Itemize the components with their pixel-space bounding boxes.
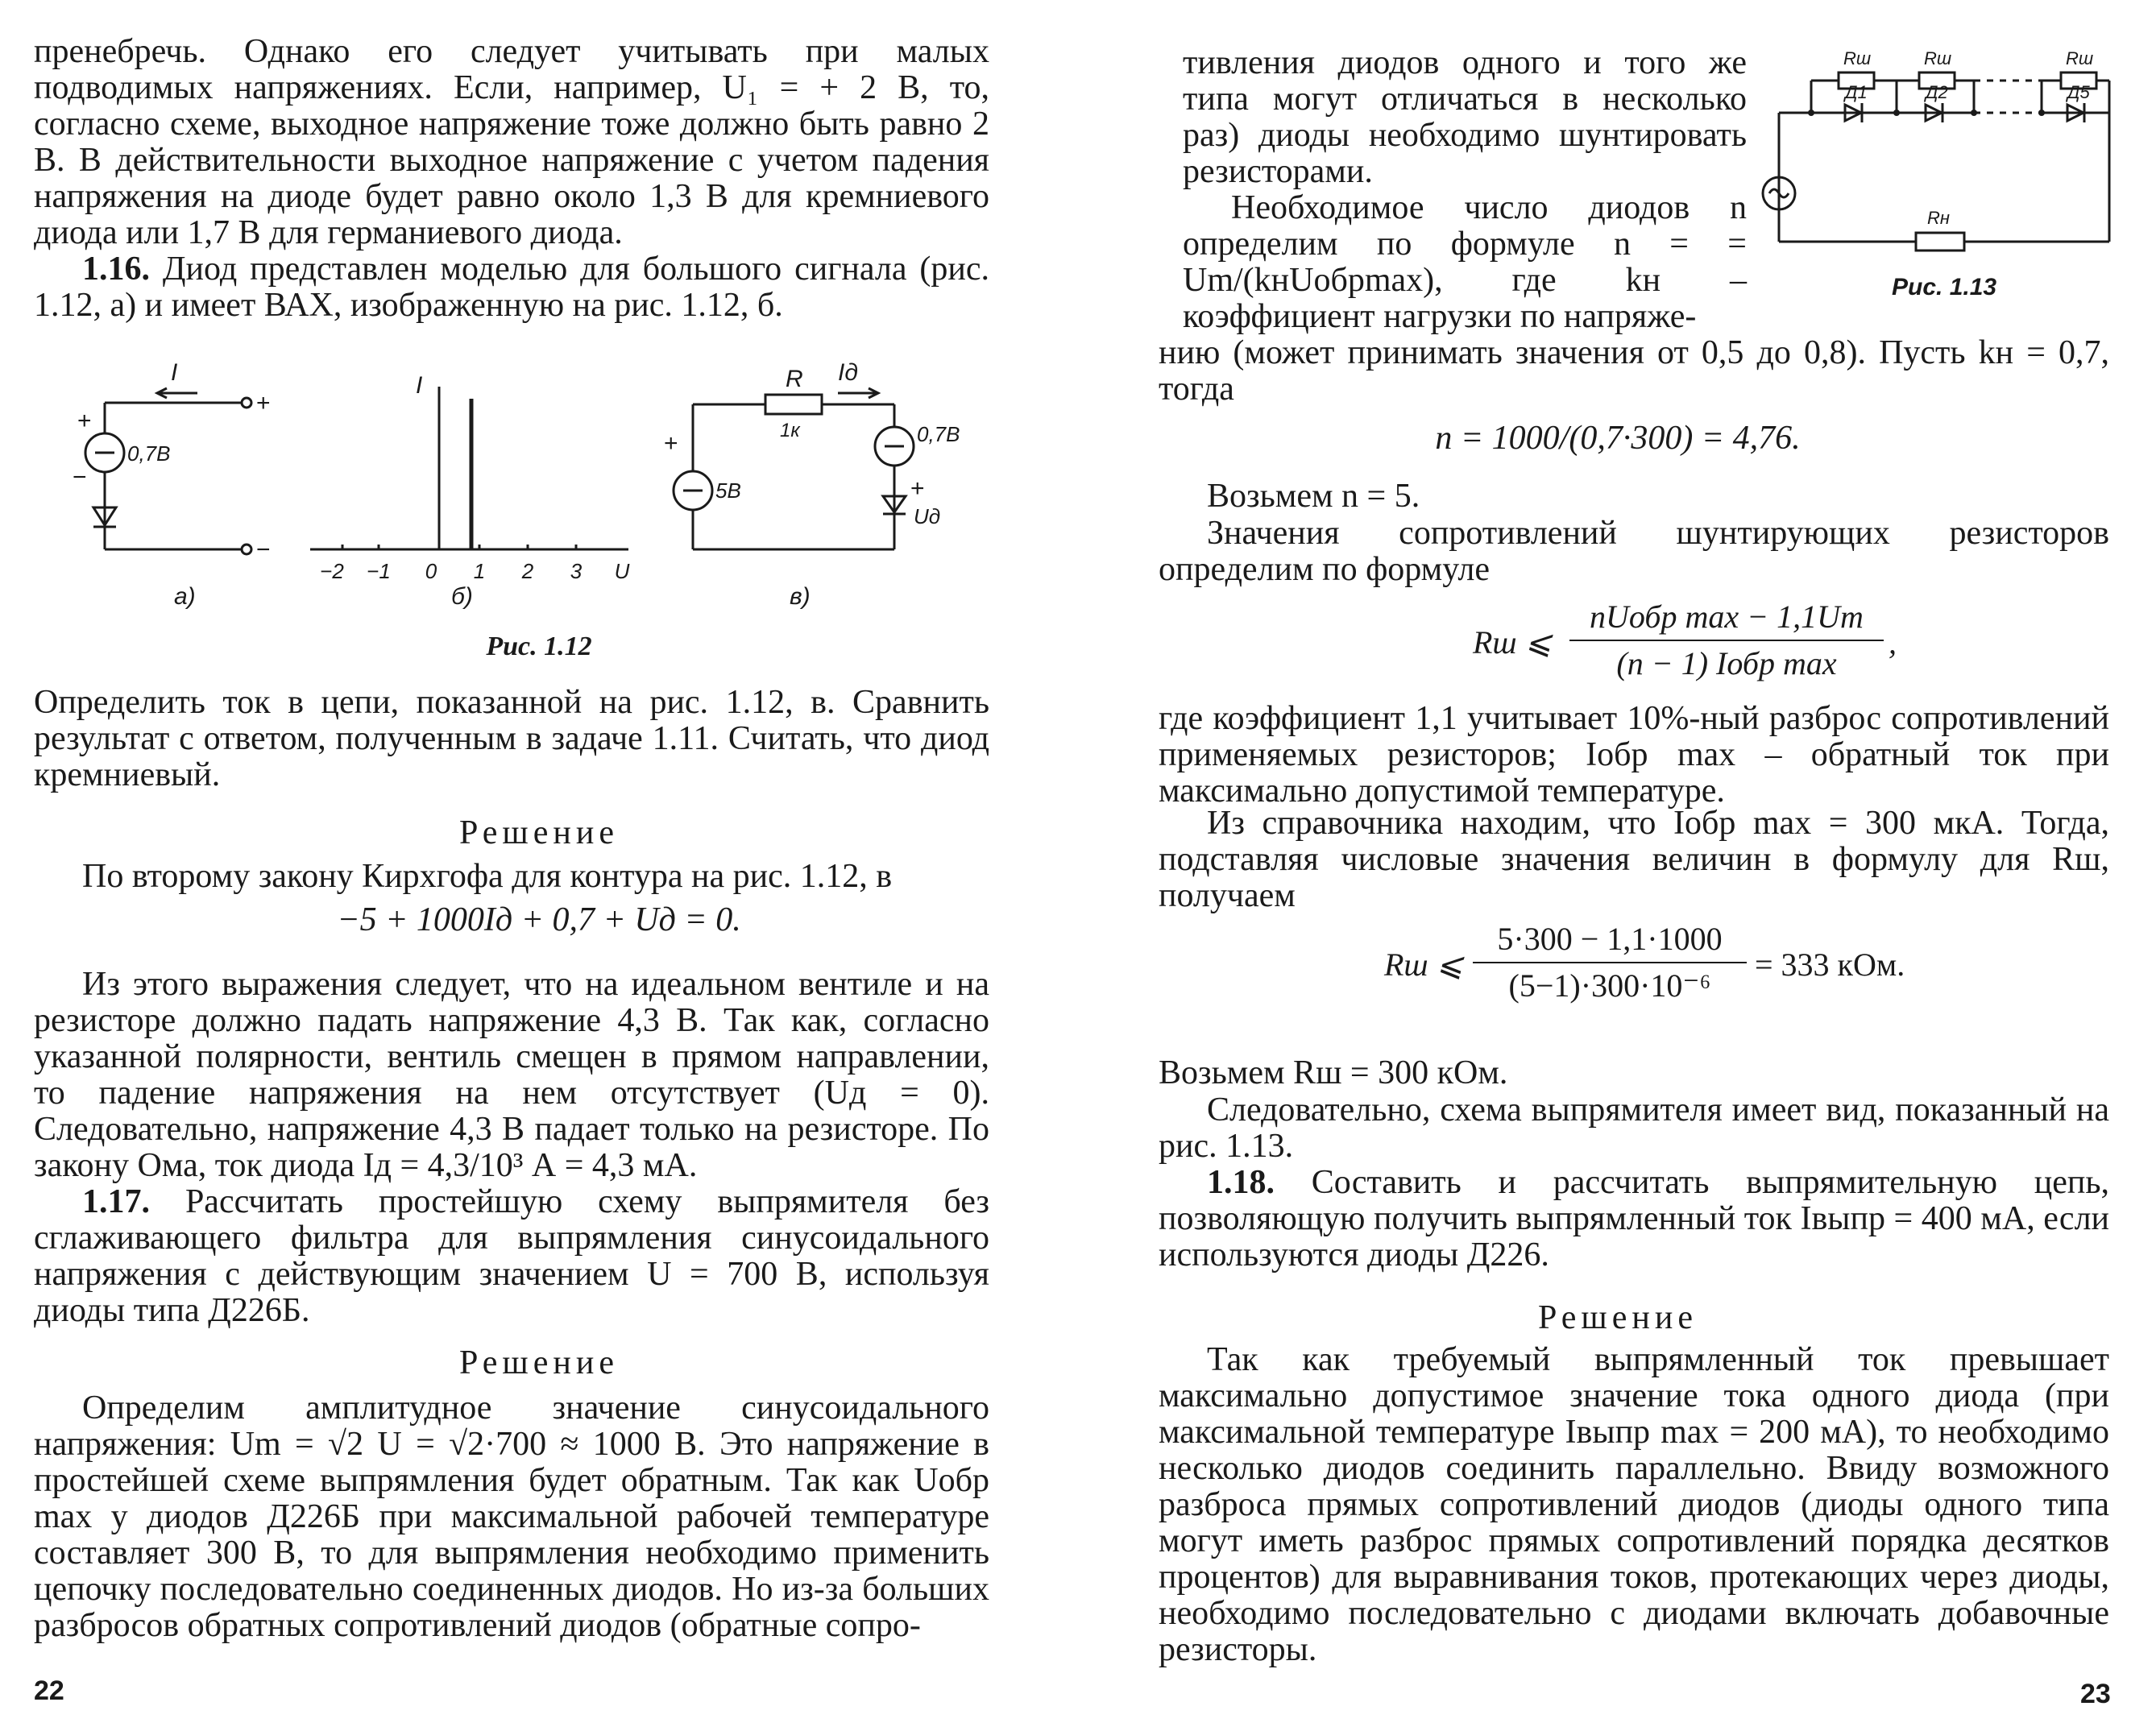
formula-rsh-lhs: Rш ⩽ bbox=[1473, 624, 1553, 661]
solution-heading-3: Решение bbox=[1537, 1299, 1698, 1336]
page-number-left: 22 bbox=[34, 1675, 64, 1706]
problem-1-17 bbox=[34, 1184, 989, 1329]
problem-1-18-number: 1.18. bbox=[1207, 1164, 1275, 1201]
fig-b-ylabel: I bbox=[416, 372, 423, 399]
fig113-rsh-label: Rш bbox=[1924, 48, 1952, 68]
figure-1-13-caption: Рис. 1.13 bbox=[1892, 274, 1997, 300]
fig-c-r: R bbox=[786, 366, 803, 392]
take-n: Возьмем n = 5. bbox=[1207, 478, 1420, 515]
fig113-rsh-label: Rш bbox=[2066, 48, 2094, 68]
fig-c-ud-plus: + bbox=[910, 475, 925, 502]
fig-a-src-plus: + bbox=[77, 408, 92, 434]
fig-a-src-minus: − bbox=[73, 464, 87, 491]
fig-a-plus: + bbox=[256, 390, 271, 416]
paragraph-n: Необходимое число диодов n определим по формуле n = = Um/(kнUобрmax), где kн – коэффициент нагрузки по напряже- bbox=[1183, 189, 1747, 335]
paragraph-hence: Следовательно, схема выпрямителя имеет вид, показанный на рис. 1.13. bbox=[1159, 1091, 2109, 1165]
fig-a-current-label: I bbox=[171, 359, 178, 386]
problem-1-17-text: Рассчитать простейшую схему выпрямителя без сглаживающего фильтра для выпрямления синусоидального напряжения с действующим значением U = 700 В, используя диоды типа Д226Б. bbox=[34, 1183, 989, 1329]
paragraph-coefficient: где коэффициент 1,1 учитывает 10%-ный разброс сопротивлений применяемых резисторов; Iобр max – обратный ток при максимально допустимой температуре. bbox=[1159, 700, 2109, 810]
fig113-rsh-label: Rш bbox=[1843, 48, 1872, 68]
equation-n: n = 1000/(0,7·300) = 4,76. bbox=[1435, 420, 1801, 457]
problem-1-18 bbox=[1159, 1165, 2109, 1274]
page-number-right: 23 bbox=[2080, 1679, 2111, 1709]
formula-rsh-tail: , bbox=[1889, 624, 1897, 661]
fig113-diode-label: Д2 bbox=[1926, 82, 1948, 102]
solution-1-equation: −5 + 1000Iд + 0,7 + Uд = 0. bbox=[337, 901, 741, 938]
problem-1-16-number: 1.16. bbox=[82, 251, 150, 288]
formula-rsh-numeric-fraction-bar bbox=[1473, 962, 1747, 963]
formula-rsh-numeric-result: = 333 кОм. bbox=[1755, 946, 1905, 983]
fig-c-src: 5В bbox=[715, 478, 741, 503]
fig-a-voltage: 0,7В bbox=[127, 441, 171, 466]
paragraph-solution-3: Так как требуемый выпрямленный ток превышает максимально допустимое значение тока одного диода (при максимальной температуре Iвыпр max = 200 мА), то необходимо несколько диодов соединить параллельно. Ввиду возможного разброса прямых сопротивлений диодов (диоды одного типа могут иметь разброс прямых сопротивлений порядка десятков процентов) для выравнивания токов, протекающих через диоды, необходимо последовательно с диодами включать добавочные резисторы. bbox=[1159, 1341, 2109, 1668]
fig-b-tick: 3 bbox=[570, 559, 583, 583]
take-r: Возьмем Rш = 300 кОм. bbox=[1159, 1054, 1508, 1091]
paragraph-solution-1: Из этого выражения следует, что на идеальном вентиле и на резисторе должно падать напряжение 4,3 В. Так как, согласно указанной полярности, вентиль смещен в прямом направлении, то падение напряжения на нем отсутствует (Uд = 0). Следовательно, напряжение 4,3 В падает только на резисторе. По закону Ома, ток диода Iд = 4,3/10³ А = 4,3 мА. bbox=[34, 966, 989, 1184]
solution-heading-1: Решение bbox=[458, 814, 620, 851]
paragraph-rsh: Значения сопротивлений шунтирующих резисторов определим по формуле bbox=[1159, 515, 2109, 588]
fig-b-tick: 1 bbox=[473, 559, 486, 583]
formula-rsh-numeric-lhs: Rш ⩽ bbox=[1384, 946, 1464, 983]
formula-rsh-numeric-numerator: 5·300 − 1,1·1000 bbox=[1497, 921, 1723, 957]
fig-b-tick: 2 bbox=[521, 559, 534, 583]
paragraph-kn: нию (может принимать значения от 0,5 до 0,8). Пусть kн = 0,7, тогда bbox=[1159, 334, 2109, 408]
fig-b-xlabel: U bbox=[614, 559, 630, 583]
paragraph-intro: пренебречь. Однако его следует учитывать при малых подводимых напряжениях. Если, например, U₁ = + 2 В, то, согласно схеме, выходное напряжение тоже должно быть равно 2 В. В действительности выходное напряжение с учетом падения напряжения на диоде будет равно около 1,3 В для кремниевого диода или 1,7 В для германиевого диода. bbox=[34, 33, 989, 251]
formula-rsh-numeric-denominator: (5−1)·300·10⁻⁶ bbox=[1508, 967, 1711, 1004]
figure-1-13 bbox=[1755, 32, 2133, 306]
page-23 bbox=[1078, 0, 2156, 1727]
problem-1-18-text: Составить и рассчитать выпрямительную цепь, позволяющую получить выпрямленный ток Iвыпр = 400 мА, если используются диоды Д226. bbox=[1159, 1164, 2110, 1274]
figure-1-12 bbox=[0, 338, 1078, 677]
solution-heading-2: Решение bbox=[458, 1344, 620, 1381]
fig-c-src-plus: + bbox=[664, 430, 678, 457]
fig-c-drop: 0,7В bbox=[917, 422, 960, 446]
formula-rsh-fraction-bar bbox=[1569, 640, 1884, 641]
fig-c-r-value: 1к bbox=[780, 420, 800, 441]
paragraph-task: Определить ток в цепи, показанной на рис. 1.12, в. Сравнить результат с ответом, полученным в задаче 1.11. Считать, что диод кремниевый. bbox=[34, 684, 989, 793]
paragraph-reference: Из справочника находим, что Iобр max = 300 мкА. Тогда, подставляя числовые значения величин в формулу для Rш, получаем bbox=[1159, 805, 2109, 914]
formula-rsh-numeric bbox=[1384, 920, 2029, 1008]
problem-1-16 bbox=[34, 251, 989, 324]
paragraph-top: тивления диодов одного и того же типа могут отличаться в несколько раз) диоды необходимо шунтировать резисторами. bbox=[1183, 44, 1747, 190]
solution-1-line: По второму закону Кирхгофа для контура на рис. 1.12, в bbox=[82, 858, 893, 895]
problem-1-17-number: 1.17. bbox=[82, 1183, 150, 1220]
fig-b-tick: 0 bbox=[425, 559, 437, 583]
fig-c-current: Iд bbox=[838, 359, 858, 386]
formula-rsh-numerator: nUобр max − 1,1Um bbox=[1590, 598, 1864, 635]
fig-b-tick: −1 bbox=[367, 559, 391, 583]
figure-1-12-caption: Рис. 1.12 bbox=[486, 632, 592, 661]
fig113-diode-label: Д5 bbox=[2067, 82, 2090, 102]
formula-rsh-denominator: (n − 1) Iобр max bbox=[1616, 645, 1837, 681]
fig-a-sublabel: а) bbox=[174, 583, 196, 610]
problem-1-16-text: Диод представлен моделью для большого сигнала (рис. 1.12, а) и имеет ВАХ, изображенную на рис. 1.12, б. bbox=[34, 251, 990, 324]
fig-a-minus: − bbox=[256, 536, 271, 563]
fig-b-tick: −2 bbox=[320, 559, 344, 583]
fig-b-sublabel: б) bbox=[451, 583, 473, 610]
paragraph-solution-2: Определим амплитудное значение синусоидального напряжения: Um = √2 U = √2·700 ≈ 1000 В. Это напряжение в простейшей схеме выпрямления будет обратным. Так как Uобр max у диодов Д226Б при максимальной рабочей температуре составляет 300 В, то для выпрямления необходимо применить цепочку последовательно соединенных диодов. Но из-за больших разбросов обратных сопротивлений диодов (обратные сопро- bbox=[34, 1389, 989, 1644]
fig113-diode-label: Д1 bbox=[1845, 82, 1868, 102]
formula-rsh bbox=[1473, 598, 2037, 686]
fig-c-ud: Uд bbox=[914, 504, 941, 528]
fig113-rn-label: Rн bbox=[1927, 208, 1950, 228]
fig-c-sublabel: в) bbox=[790, 583, 811, 610]
